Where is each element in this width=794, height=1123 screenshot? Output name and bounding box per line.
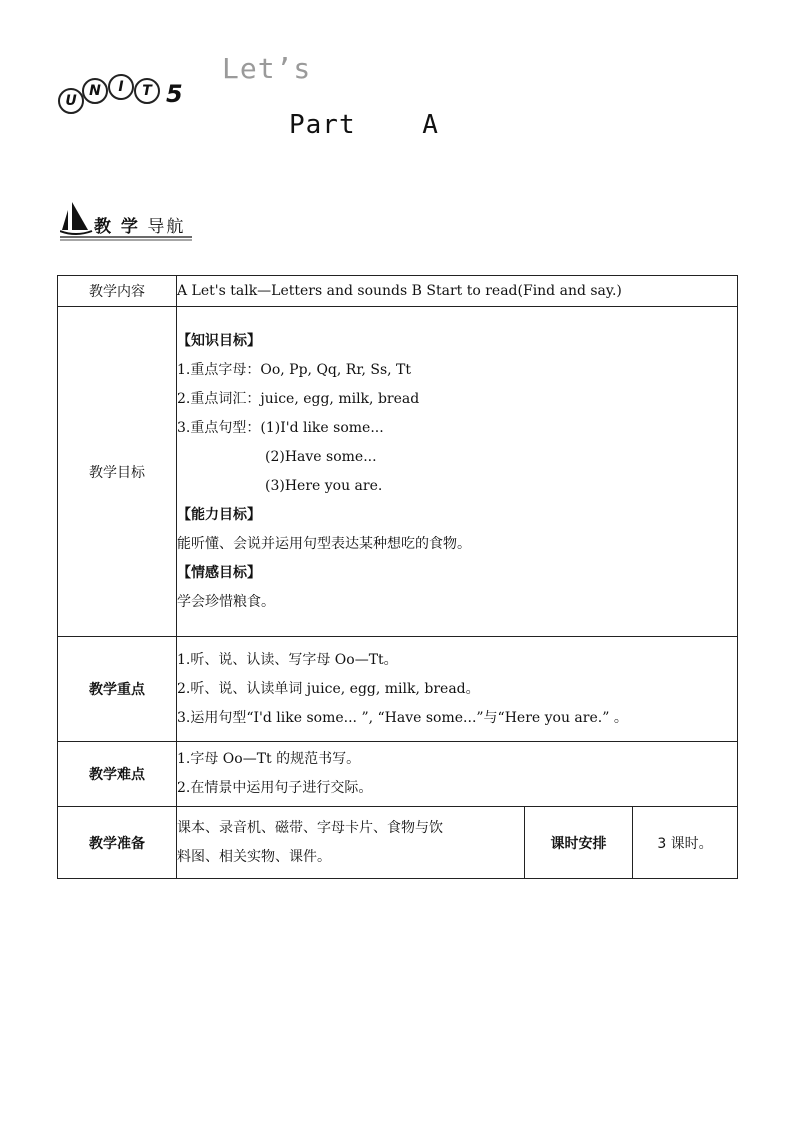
knowledge-item-letters: 1.重点字母：Oo, Pp, Qq, Rr, Ss, Tt <box>177 361 412 378</box>
difficulty-item: 2.在情景中运用句子进行交际。 <box>177 780 373 796</box>
difficulty-item: 1.字母 Oo—Tt 的规范书写。 <box>177 751 361 767</box>
key-point-item: 1.听、说、认读、写字母 Oo—Tt。 <box>177 651 398 668</box>
ability-text: 能听懂、会说并运用句型表达某种想吃的食物。 <box>177 535 471 552</box>
value-preparation <box>177 807 525 879</box>
pattern-here-you-are: (3)Here you are. <box>265 477 383 494</box>
label-preparation: 教学准备 <box>58 807 177 879</box>
row-difficulties <box>58 742 738 807</box>
label-difficulties: 教学难点 <box>58 742 177 807</box>
value-key-points <box>177 637 738 742</box>
emotion-text: 学会珍惜粮食。 <box>177 593 275 610</box>
row-key-points <box>58 637 738 742</box>
key-point-item: 3.运用句型“I'd like some... ”, “Have some...”与“Here you are.” 。 <box>177 709 628 726</box>
key-point-item: 2.听、说、认读单词 juice, egg, milk, bread。 <box>177 680 480 697</box>
value-schedule: 3 课时。 <box>633 807 738 879</box>
unit-letter-u: U <box>58 88 84 114</box>
heading-text <box>94 212 185 237</box>
knowledge-heading: 【知识目标】 <box>177 332 261 349</box>
unit-badge <box>58 74 198 114</box>
preparation-line: 料图、相关实物、课件。 <box>177 848 331 865</box>
lesson-title: Let’s <box>222 52 312 85</box>
unit-letter-i: I <box>108 74 134 100</box>
label-content: 教学内容 <box>58 276 177 307</box>
row-content <box>58 276 738 307</box>
lesson-plan-table <box>57 275 738 879</box>
label-key-points: 教学重点 <box>58 637 177 742</box>
value-content: A Let's talk—Letters and sounds B Start to read(Find and say.) <box>177 276 738 307</box>
value-objectives <box>177 307 738 637</box>
label-schedule: 课时安排 <box>525 807 633 879</box>
label-objectives: 教学目标 <box>58 307 177 637</box>
unit-number: 5 <box>166 80 183 108</box>
row-objectives <box>58 307 738 637</box>
unit-letter-n: N <box>82 78 108 104</box>
part-title: Part A <box>289 110 439 140</box>
heading-light: 导航 <box>147 217 186 237</box>
knowledge-item-words: 2.重点词汇：juice, egg, milk, bread <box>177 390 420 407</box>
ability-heading: 【能力目标】 <box>177 506 261 523</box>
row-preparation <box>58 807 738 879</box>
emotion-heading: 【情感目标】 <box>177 564 261 581</box>
value-difficulties <box>177 742 738 807</box>
knowledge-item-patterns: 3.重点句型：(1)I'd like some... <box>177 419 384 436</box>
heading-bold: 教 学 <box>94 217 140 237</box>
teaching-guide-heading <box>60 200 195 242</box>
unit-letter-t: T <box>134 78 160 104</box>
preparation-line: 课本、录音机、磁带、字母卡片、食物与饮 <box>177 819 443 836</box>
pattern-have-some: (2)Have some... <box>265 448 377 465</box>
